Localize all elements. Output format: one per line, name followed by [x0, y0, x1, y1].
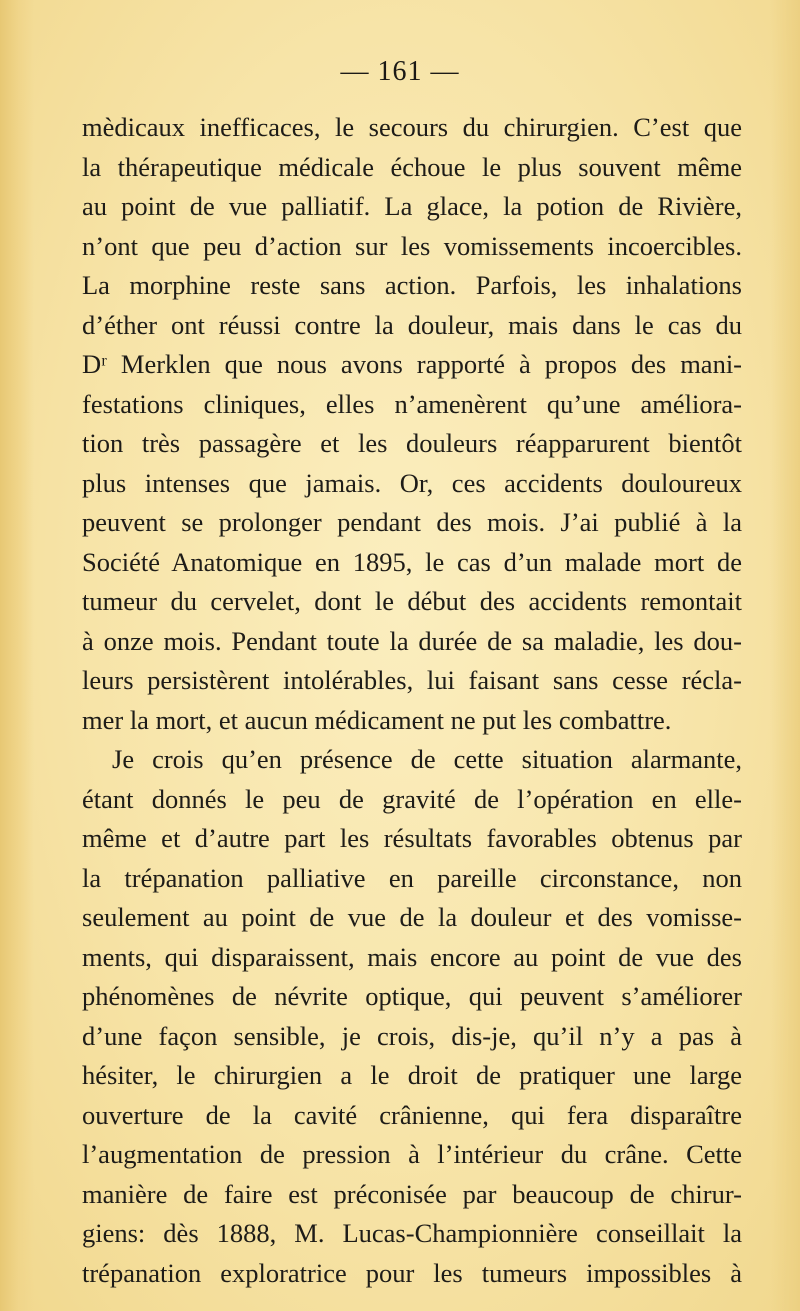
text-line: même et d’autre part les résultats favorables obtenus par	[82, 823, 742, 853]
text-line: n’ont que peu d’action sur les vomissements incoercibles.	[82, 230, 742, 261]
text-line: ouverture de la cavité crânienne, qui fera disparaître	[82, 1099, 742, 1130]
text-line: plus intenses que jamais. Or, ces accidents douloureux	[82, 467, 742, 498]
text-line: d’éther ont réussi contre la douleur, mais dans le cas du	[82, 309, 742, 340]
text-line: tion très passagère et les douleurs réapparurent bientôt	[82, 428, 742, 458]
text-line-paragraph-start: Je crois qu’en présence de cette situation alarmante,	[112, 744, 742, 774]
page-edge-shadow-left	[0, 0, 34, 1311]
text-line: festations cliniques, elles n’amenèrent qu’une améliora-	[82, 388, 742, 419]
text-line: mèdicaux inefficaces, le secours du chirurgien. C’est que	[82, 112, 742, 142]
text-line: phénomènes de névrite optique, qui peuvent s’améliorer	[82, 981, 742, 1011]
text-line: d’une façon sensible, je crois, dis-je, qu’il n’y a pas à	[82, 1020, 742, 1051]
text-line: étant donnés le peu de gravité de l’opération en elle-	[82, 783, 742, 814]
text-line: La morphine reste sans action. Parfois, les inhalations	[82, 270, 742, 300]
page-number: — 161 —	[340, 56, 460, 87]
text-line: au point de vue palliatif. La glace, la potion de Rivière,	[82, 191, 742, 221]
text-line: à onze mois. Pendant toute la durée de sa maladie, les dou-	[82, 625, 742, 656]
text-line: ments, qui disparaissent, mais encore au point de vue des	[82, 941, 742, 972]
text-line: leurs persistèrent intolérables, lui faisant sans cesse récla-	[82, 665, 742, 695]
text-line: la thérapeutique médicale échoue le plus souvent même	[82, 151, 742, 182]
text-line: manière de faire est préconisée par beaucoup de chirur-	[82, 1178, 742, 1209]
text-line: trépanation exploratrice pour les tumeurs impossibles à	[82, 1257, 742, 1288]
text-line: mer la mort, et aucun médicament ne put les combattre.	[82, 704, 672, 735]
body-text	[82, 108, 742, 1293]
text-line: Dʳ Merklen que nous avons rapporté à propos des mani-	[82, 349, 742, 379]
text-line: tumeur du cervelet, dont le début des accidents remontait	[82, 586, 742, 616]
text-line: hésiter, le chirurgien a le droit de pratiquer une large	[82, 1060, 742, 1090]
text-line: peuvent se prolonger pendant des mois. J’ai publié à la	[82, 507, 742, 537]
text-line: seulement au point de vue de la douleur et des vomisse-	[82, 902, 742, 932]
text-line: la trépanation palliative en pareille circonstance, non	[82, 862, 742, 893]
page-edge-shadow-right	[770, 0, 800, 1311]
text-line: Société Anatomique en 1895, le cas d’un malade mort de	[82, 546, 742, 577]
text-line: giens: dès 1888, M. Lucas-Championnière conseillait la	[82, 1218, 742, 1248]
text-line: l’augmentation de pression à l’intérieur du crâne. Cette	[82, 1139, 742, 1169]
